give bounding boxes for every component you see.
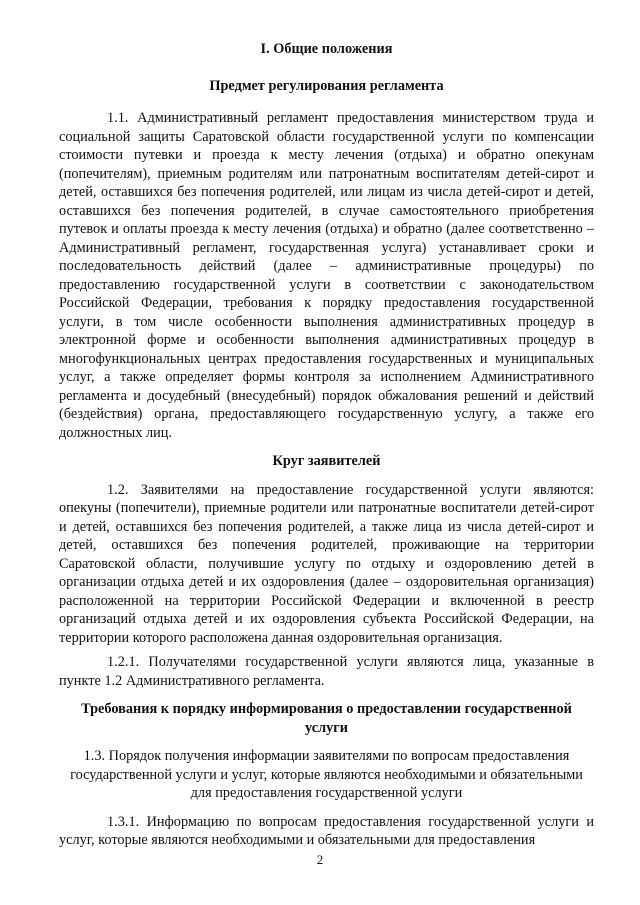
paragraph-1-2-1: 1.2.1. Получателями государственной услуги являются лица, указанные в пункте 1.2 Административного регламента. (59, 654, 594, 689)
page-number: 2 (316, 852, 324, 867)
paragraph-1-1: 1.1. Административный регламент предоставления министерством труда и социальной защиты Саратовской области государственной услуги по компенсации стоимости путевки и проезда к месту лечения (отдыха) и обратно опекунам (попечителям), приемным родителям или патронатным воспитателям детей-сирот и детей, оставшихся без попечения родителей, или лицам из числа детей-сирот и детей, оставшихся без попечения родителей, в случае самостоятельного приобретения путевок и оплаты проезда к месту лечения (отдыха) и обратно (далее соответственно – Административный регламент, государственная услуга) устанавливает сроки и последовательность действий (далее – административные процедуры) по предоставлению государственной услуги в соответствии с законодательством Российской Федерации, требования к порядку предоставления государственной услуги, в том числе особенности выполнения административных процедур в электронной форме и особенности выполнения административных процедур в многофункциональных центрах предоставления государственных и муниципальных услуг, а также определяет формы контроля за исполнением Административного регламента и досудебный (внесудебный) порядок обжалования решений и действий (бездействия) органа, предоставляющего государственную услугу, а также его должностных лиц. (59, 110, 594, 441)
paragraph-1-3-1: 1.3.1. Информацию по вопросам предоставления государственной услуги и услуг, которые являются необходимыми и обязательными для предоставления (59, 813, 594, 848)
paragraph-1-3: 1.3. Порядок получения информации заявителями по вопросам предоставления государственной услуги и услуг, которые являются необходимыми и обязательными для предоставления государственной услуги (70, 748, 583, 801)
text-column (59, 40, 594, 850)
paragraph-1-2: 1.2. Заявителями на предоставление государственной услуги являются: опекуны (попечители), приемные родители или патронатные воспитатели детей-сирот и детей, оставшихся без попечения родителей, а также лица из числа детей-сирот и детей, оставшихся без попечения родителей, проживающие на территории Саратовской области, получившие услугу по отдыху и оздоровлению детей в организации отдыха детей и их оздоровления (далее – оздоровительная организация) расположенной на территории Российской Федерации и включенной в реестр организаций отдыха детей и их оздоровления субъекта Российской Федерации, на территории которого расположена данная оздоровительная организация. (59, 481, 594, 646)
heading-applicants: Круг заявителей (272, 453, 381, 469)
heading-subject: Предмет регулирования регламента (209, 77, 444, 94)
heading-requirements: Требования к порядку информирования о предоставлении государственной услуги (81, 701, 572, 736)
section-title: I. Общие положения (260, 41, 393, 57)
